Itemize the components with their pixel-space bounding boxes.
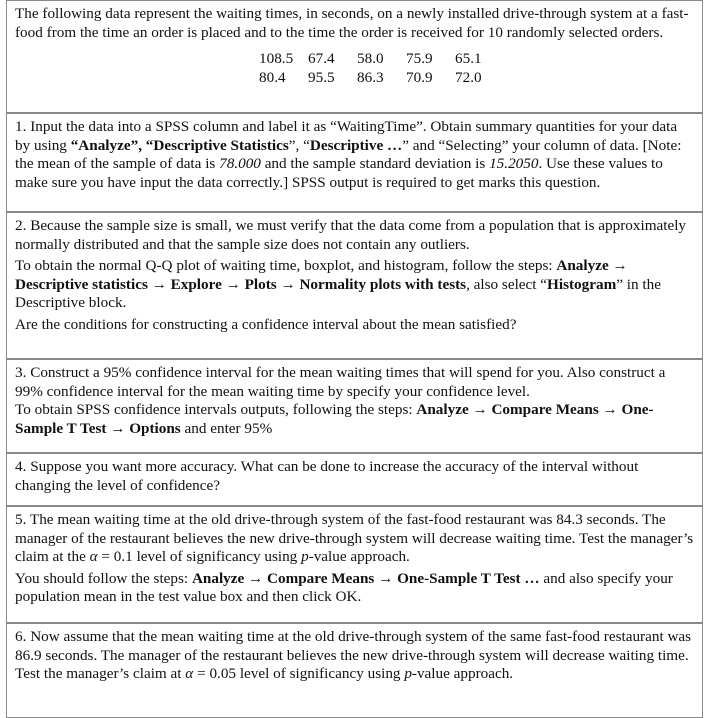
text-run: = 0.05 level of significancy using bbox=[193, 665, 405, 682]
menu-path: Analyze → Descriptive statistics → Explore → Plots → Normality plots with tests bbox=[15, 257, 628, 293]
question-6-text bbox=[15, 628, 696, 684]
text-run: -value approach. bbox=[308, 548, 410, 565]
question-3-steps bbox=[15, 401, 696, 438]
data-cell: 75.9 bbox=[406, 50, 433, 67]
text-run: To obtain the normal Q-Q plot of waiting time, boxplot, and histogram, follow the steps: bbox=[15, 257, 557, 274]
text-run: . Use these values to make sure you have input the data correctly.] SPSS output is required to get marks this question. bbox=[15, 155, 663, 191]
text-run: -value approach. bbox=[411, 665, 514, 682]
bold-run: Descriptive … bbox=[309, 136, 403, 154]
sample-mean: 78.000 bbox=[219, 155, 261, 172]
text-run: = 0.1 level of significancy using bbox=[97, 548, 302, 565]
question-3 bbox=[6, 359, 703, 453]
question-4-text: 4. Suppose you want more accuracy. What can be done to increase the accuracy of the interval without changing the level of confidence? bbox=[15, 458, 639, 494]
p-symbol: p bbox=[404, 665, 412, 682]
text-run: and enter 95% bbox=[180, 419, 273, 437]
data-cell: 80.4 bbox=[259, 68, 286, 86]
question-2-steps bbox=[15, 257, 696, 313]
text-run: ”, “ bbox=[288, 136, 310, 154]
data-cell: 86.3 bbox=[357, 68, 384, 86]
p-symbol: p bbox=[301, 548, 309, 565]
question-5-text bbox=[15, 511, 696, 567]
text-run: and the sample standard deviation is bbox=[260, 155, 490, 172]
alpha-symbol: α bbox=[185, 665, 194, 682]
text-run: You should follow the steps: bbox=[15, 569, 192, 587]
data-cell: 65.1 bbox=[455, 50, 482, 67]
question-1 bbox=[6, 113, 703, 212]
intro-text: The following data represent the waiting times, in seconds, on a newly installed drive-through system at a fast-food from the time an order is placed and to the time the order is received for 10 randomly selected orders. bbox=[15, 5, 689, 41]
text-run: , also select “ bbox=[466, 275, 548, 293]
question-3-text: 3. Construct a 95% confidence interval for the mean waiting times that will spend for you. Also construct a 99% confidence interval for the mean waiting time by specify your confidence level. bbox=[15, 364, 666, 400]
data-cell: 67.4 bbox=[308, 50, 335, 67]
question-5-steps bbox=[15, 570, 696, 607]
text-run: 5. The mean waiting time at the old drive-through system of the fast-food restaurant was 84.3 seconds. The manager of the restaurant believes the new drive-through system will decrease waiting time. Test the manager’s claim at the bbox=[15, 511, 694, 565]
menu-path: Analyze → Compare Means → One-Sample T Test … bbox=[191, 569, 540, 587]
menu-path: Analyze → Compare Means → One-Sample T Test → Options bbox=[15, 401, 654, 437]
text-run: ” in the Descriptive block. bbox=[15, 275, 661, 311]
bold-run: Histogram bbox=[547, 275, 617, 293]
data-cell: 70.9 bbox=[406, 68, 433, 86]
bold-run: “Analyze”, “Descriptive Statistics bbox=[70, 136, 289, 154]
question-1-text bbox=[15, 118, 696, 192]
question-4 bbox=[6, 453, 703, 506]
question-2 bbox=[6, 212, 703, 359]
data-row bbox=[259, 69, 504, 88]
text-run: To obtain SPSS confidence intervals outputs, following the steps: bbox=[15, 401, 417, 418]
intro-section bbox=[6, 0, 703, 113]
text-run: 6. Now assume that the mean waiting time at the old drive-through system of the same fast-food restaurant was 86.9 seconds. The manager of the restaurant believes the new drive-through system will decrease waiting time. Test the manager’s claim at bbox=[15, 628, 692, 682]
question-2-text: 2. Because the sample size is small, we must verify that the data come from a population that is approximately normally distributed and that the sample size does not contain any outliers. bbox=[15, 217, 687, 253]
sample-sd: 15.2050 bbox=[489, 155, 539, 172]
data-cell: 58.0 bbox=[357, 50, 384, 67]
data-cell: 72.0 bbox=[455, 68, 482, 86]
question-5 bbox=[6, 506, 703, 623]
waiting-times-table bbox=[259, 50, 504, 87]
text-run: ” and “Selecting” your column of data. [Note: the mean of the sample of data is bbox=[15, 136, 682, 172]
text-run: 1. Input the data into a SPSS column and label it as “WaitingTime”. Obtain summary quantities for your data by using bbox=[15, 118, 678, 154]
question-6 bbox=[6, 623, 703, 718]
data-cell: 108.5 bbox=[259, 50, 294, 67]
data-cell: 95.5 bbox=[308, 68, 335, 86]
data-row bbox=[259, 50, 504, 69]
question-2-question: Are the conditions for constructing a confidence interval about the mean satisfied? bbox=[15, 315, 517, 333]
alpha-symbol: α bbox=[89, 548, 98, 565]
text-run: and also specify your population mean in the test value box and then click OK. bbox=[15, 569, 673, 605]
